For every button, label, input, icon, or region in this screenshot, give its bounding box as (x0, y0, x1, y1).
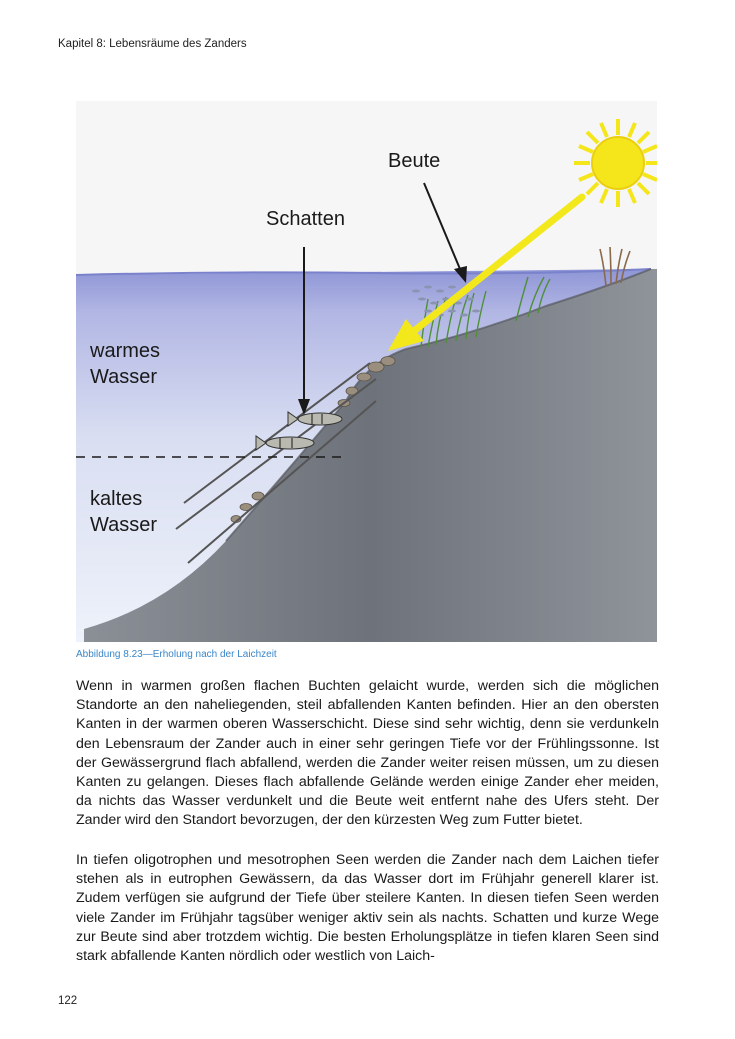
figure-illustration (76, 101, 657, 642)
label-warmes: warmes (90, 340, 161, 362)
page-number: 122 (58, 995, 78, 1007)
paragraph-2: In tiefen oligotrophen und mesotrophen Seen werden die Zander nach dem Laichen tiefer stehen als in eutrophen Gewässern, da das Wasser dort im Frühjahr generell klarer ist. Zudem verfügen sie aufgrund der Tiefe über steilere Kanten. In diesen tiefen Seen werden viele Zander im Frühjahr tagsüber weniger aktiv sein als nachts. Schatten und kurze Wege zur Beute sind aber trotzdem wichtig. Die besten Erholungsplätze in tiefen klaren Seen sind stark abfallende Kanten nördlich oder westlich von Laich- (76, 852, 659, 965)
lake-diagram (76, 101, 657, 642)
label-beute: Beute (388, 150, 441, 172)
label-kaltes: kaltes (90, 488, 143, 510)
label-warmes-wasser: Wasser (90, 366, 158, 388)
label-schatten: Schatten (266, 208, 345, 230)
running-head: Kapitel 8: Lebensräume des Zanders (58, 38, 247, 50)
figure-caption: Abbildung 8.23—Erholung nach der Laichzeit (76, 649, 277, 660)
label-kaltes-wasser: Wasser (90, 514, 158, 536)
paragraph-1: Wenn in warmen großen flachen Buchten gelaicht wurde, werden sich die möglichen Standorte an den naheliegenden, steil abfallenden Kanten befinden. Hier an den obersten Kanten in der warmen oberen Wasserschicht. Diese sind sehr wichtig, denn sie verdunkeln den Lebensraum der Zander auch in einer sehr geringen Tiefe vor der Frühlingssonne. Ist der Gewässergrund flach abfallend, werden die Zander weiter reisen müssen, um zu diesen Kanten zu gelangen. Dieses flach abfallende Gelände werden einige Zander eher meiden, da nichts das Wasser verdunkelt und die Beute weit entfernt nahe des Ufers steht. Der Zander wird den Standort bevorzugen, der den kürzesten Weg zum Futter bietet. (76, 678, 659, 829)
